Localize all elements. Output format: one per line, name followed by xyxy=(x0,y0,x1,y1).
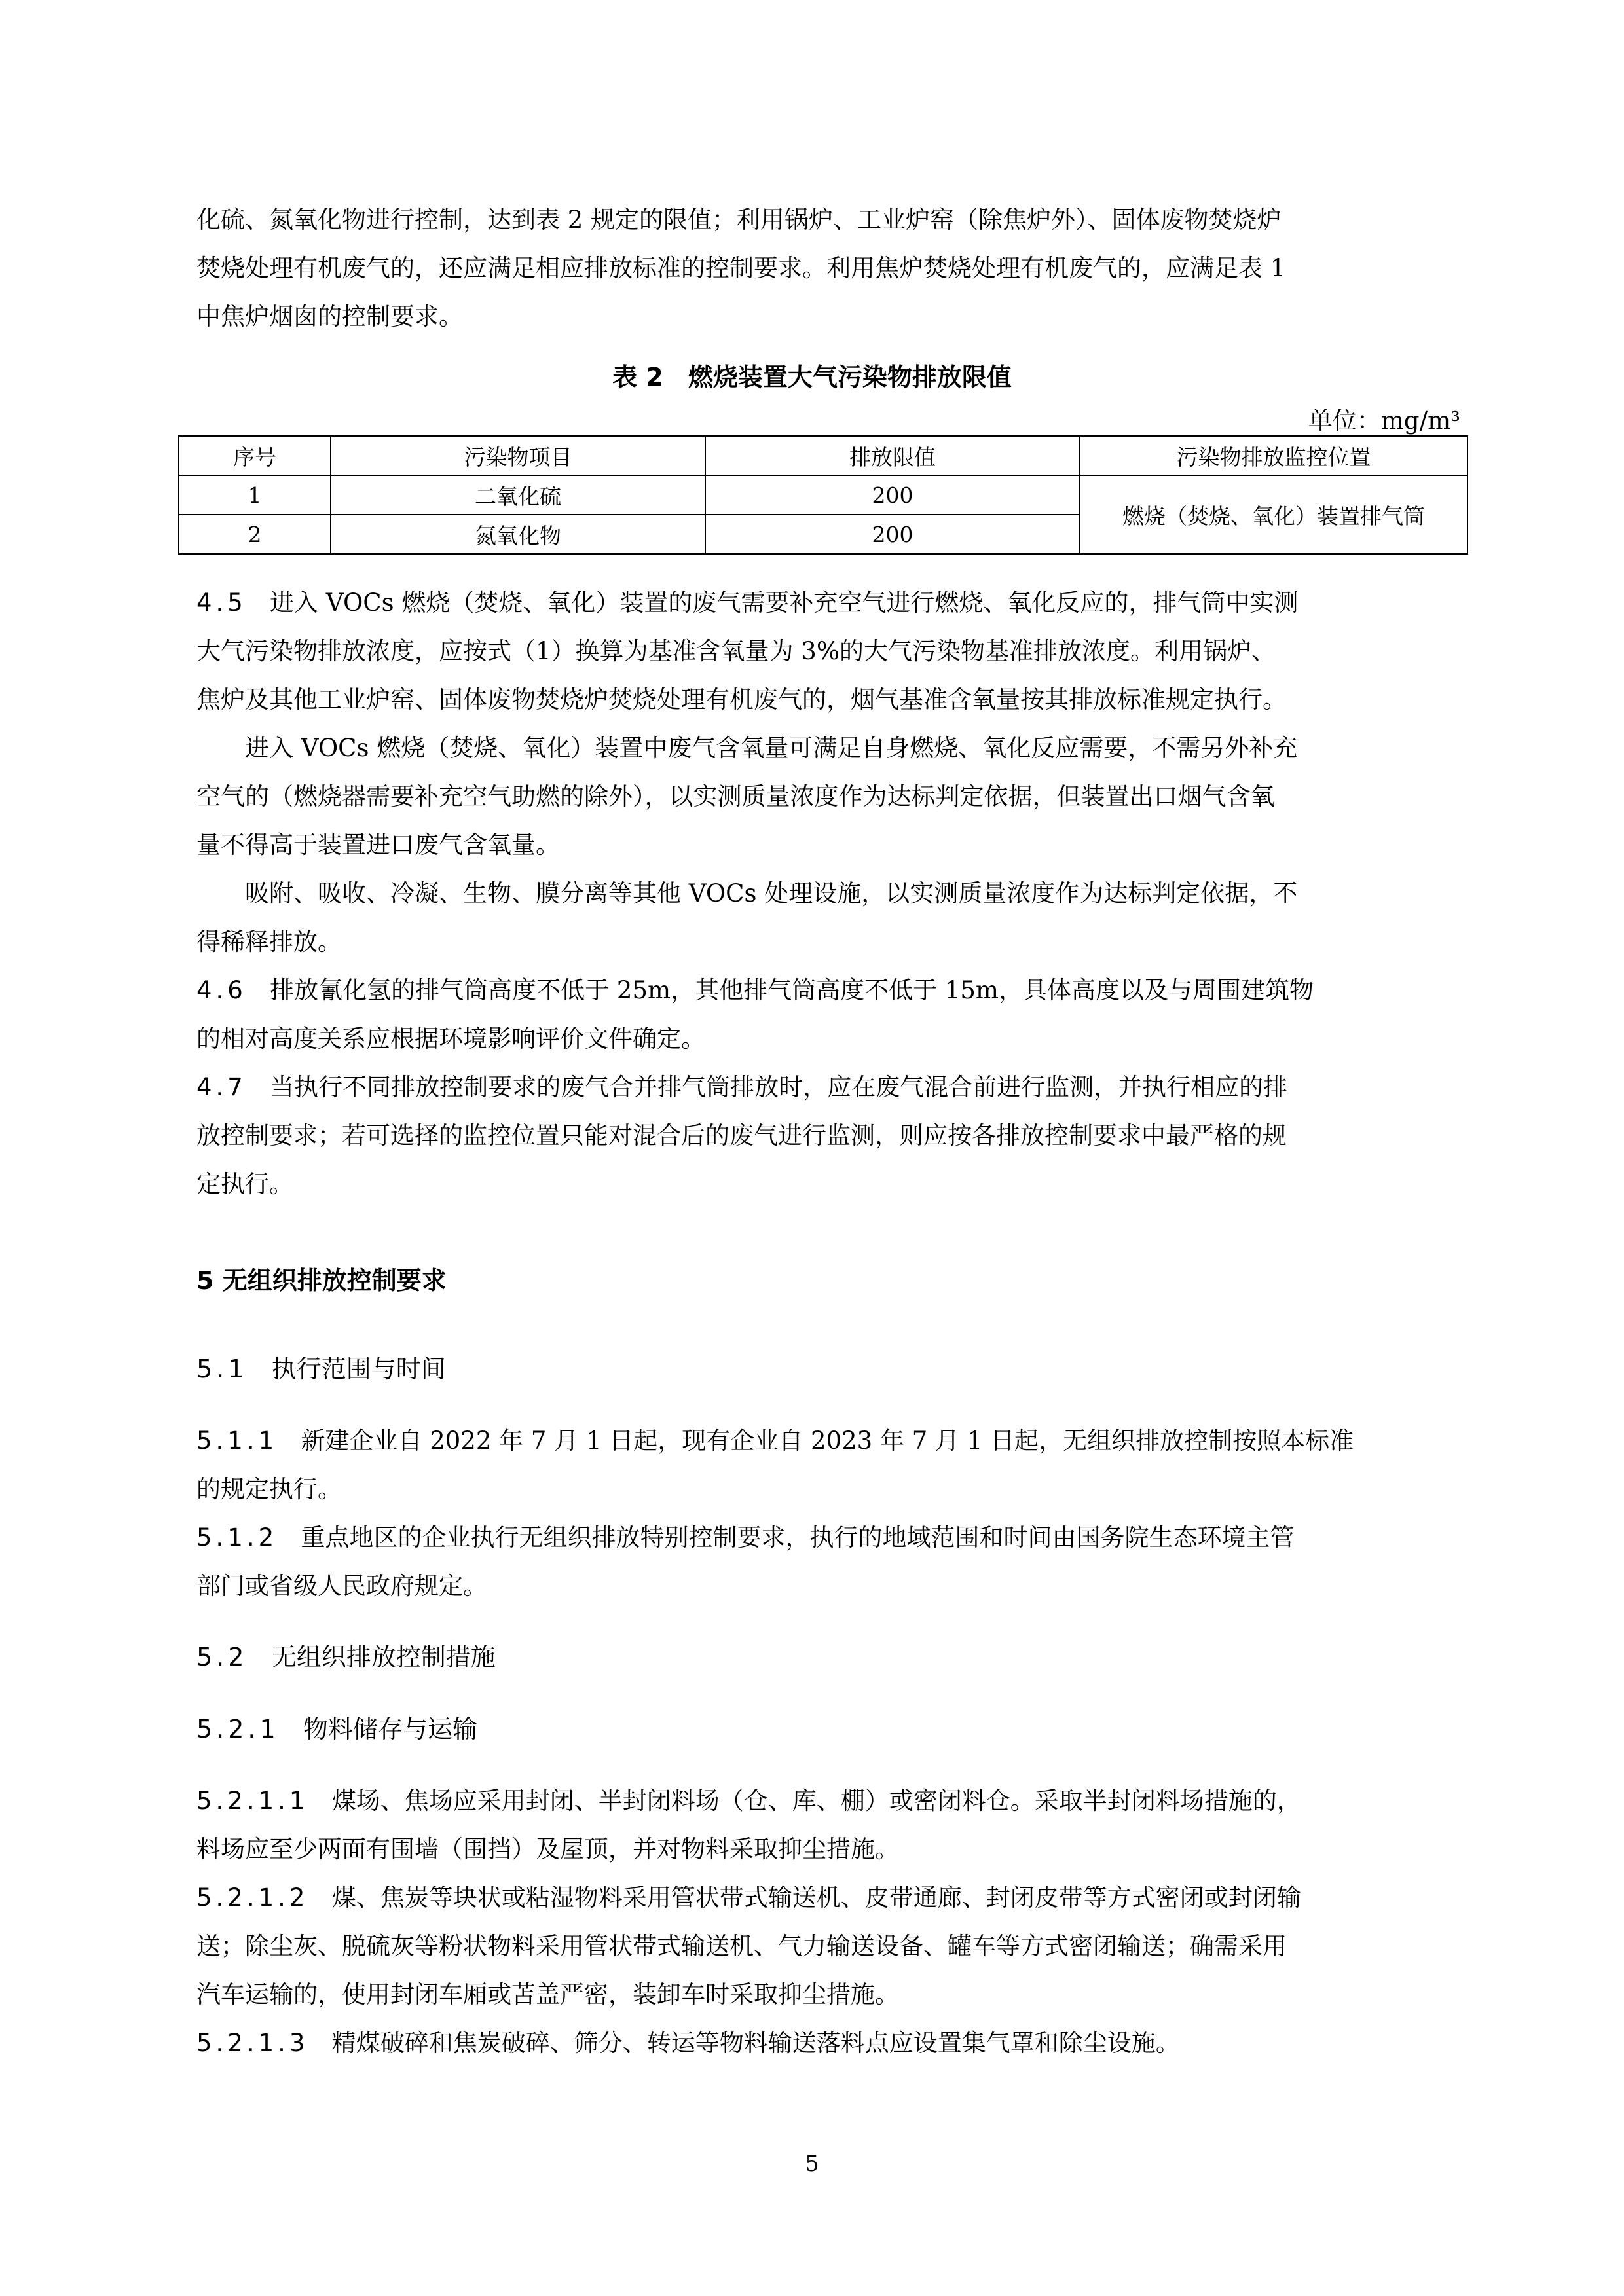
clause-line xyxy=(196,1518,1294,1553)
clause-line xyxy=(196,1067,1287,1102)
section-title: 无组织排放控制要求 xyxy=(222,1266,447,1295)
text-line: 的规定执行。 xyxy=(196,1475,342,1503)
table-row xyxy=(179,475,1467,515)
text-line: 料场应至少两面有围墙（围挡）及屋顶，并对物料采取抑尘措施。 xyxy=(196,1835,899,1863)
clause-number: 5.2.1.2 xyxy=(196,1884,309,1912)
text-line: 的相对高度关系应根据环境影响评价文件确定。 xyxy=(196,1025,705,1053)
section-number: 5.1 xyxy=(196,1355,248,1383)
text-line: 送；除尘灰、脱硫灰等粉状物料采用管状带式输送机、气力输送设备、罐车等方式密闭输送；确需采用 xyxy=(196,1932,1287,1960)
table-cell: 1 xyxy=(179,475,331,515)
text-line: 中焦炉烟囱的控制要求。 xyxy=(196,302,463,331)
text-line: 进入 VOCs 燃烧（焚烧、氧化）装置中废气含氧量可满足自身燃烧、氧化反应需要，不需另外补充 xyxy=(245,734,1298,762)
section-title: 无组织排放控制措施 xyxy=(271,1643,496,1671)
section-heading xyxy=(196,1260,447,1296)
text-line: 部门或省级人民政府规定。 xyxy=(196,1572,487,1600)
text-line: 重点地区的企业执行无组织排放特别控制要求，执行的地域范围和时间由国务院生态环境主管 xyxy=(301,1523,1295,1552)
text-line: 焦炉及其他工业炉窑、固体废物焚烧炉焚烧处理有机废气的，烟气基准含氧量按其排放标准规定执行。 xyxy=(196,685,1287,714)
table-cell: 200 xyxy=(705,475,1080,515)
table-header-row xyxy=(179,436,1467,475)
table-cell: 2 xyxy=(179,515,331,554)
text-line: 大气污染物排放浓度，应按式（1）换算为基准含氧量为 3%的大气污染物基准排放浓度。利用锅炉、 xyxy=(196,637,1276,665)
section-number: 5.2 xyxy=(196,1643,248,1671)
text-line: 当执行不同排放控制要求的废气合并排气筒排放时，应在废气混合前进行监测，并执行相应的排 xyxy=(270,1073,1288,1101)
clause-line xyxy=(196,1421,1354,1456)
text-line: 化硫、氮氧化物进行控制，达到表 2 规定的限值；利用锅炉、工业炉窑（除焦炉外）、固体废物焚烧炉 xyxy=(196,206,1282,234)
text-line: 煤、焦炭等块状或粘湿物料采用管状带式输送机、皮带通廊、封闭皮带等方式密闭或封闭输 xyxy=(331,1884,1301,1912)
table-cell: 氮氧化物 xyxy=(331,515,705,554)
section-title: 物料储存与运输 xyxy=(303,1715,477,1743)
text-line: 吸附、吸收、冷凝、生物、膜分离等其他 VOCs 处理设施，以实测质量浓度作为达标判定依据，不 xyxy=(245,879,1298,907)
table-unit: 单位：mg/m³ xyxy=(1308,407,1460,435)
text-line: 排放氰化氢的排气筒高度不低于 25m，其他排气筒高度不低于 15m，具体高度以及与周围建筑物 xyxy=(270,976,1314,1004)
table-cell-location: 燃烧（焚烧、氧化）装置排气筒 xyxy=(1080,475,1467,554)
table-caption: 表 2 燃烧装置大气污染物排放限值 xyxy=(612,363,1012,392)
text-line: 量不得高于装置进口废气含氧量。 xyxy=(196,831,560,859)
table-header-cell: 污染物排放监控位置 xyxy=(1080,436,1467,475)
text-line: 煤场、焦场应采用封闭、半封闭料场（仓、库、棚）或密闭料仓。采取半封闭料场措施的， xyxy=(331,1787,1301,1815)
table-cell: 二氧化硫 xyxy=(331,475,705,515)
section-number: 5 xyxy=(196,1266,214,1295)
clause-line xyxy=(196,1878,1301,1913)
table-header-cell: 序号 xyxy=(179,436,331,475)
clause-number: 5.1.1 xyxy=(196,1427,278,1455)
text-line: 精煤破碎和焦炭破碎、筛分、转运等物料输送落料点应设置集气罩和除尘设施。 xyxy=(331,2029,1180,2057)
clause-number: 5.2.1.3 xyxy=(196,2029,309,2057)
table-header-cell: 排放限值 xyxy=(705,436,1080,475)
emission-limits-table xyxy=(178,435,1468,555)
clause-line xyxy=(196,583,1298,618)
text-line: 空气的（燃烧器需要补充空气助燃的除外），以实测质量浓度作为达标判定依据，但装置出口烟气含氧 xyxy=(196,782,1275,811)
clause-number: 4.5 xyxy=(196,589,247,617)
table-cell: 200 xyxy=(705,515,1080,554)
text-line: 进入 VOCs 燃烧（焚烧、氧化）装置的废气需要补充空气进行燃烧、氧化反应的，排气筒中实测 xyxy=(270,589,1299,617)
text-line: 得稀释排放。 xyxy=(196,928,342,956)
clause-line xyxy=(196,970,1314,1006)
clause-number: 5.2.1.1 xyxy=(196,1787,309,1815)
section-title: 执行范围与时间 xyxy=(271,1355,446,1383)
section-number: 5.2.1 xyxy=(196,1715,280,1743)
clause-number: 4.7 xyxy=(196,1073,247,1101)
text-line: 汽车运输的，使用封闭车厢或苫盖严密，装卸车时采取抑尘措施。 xyxy=(196,1980,899,2009)
clause-line xyxy=(196,2023,1180,2058)
table-header-cell: 污染物项目 xyxy=(331,436,705,475)
subsection-heading xyxy=(196,1349,446,1385)
clause-number: 5.1.2 xyxy=(196,1523,278,1552)
text-line: 定执行。 xyxy=(196,1170,293,1198)
page-number: 5 xyxy=(805,2151,819,2177)
text-line: 放控制要求；若可选择的监控位置只能对混合后的废气进行监测，则应按各排放控制要求中最严格的规 xyxy=(196,1121,1287,1150)
clause-number: 4.6 xyxy=(196,976,247,1004)
text-line: 焚烧处理有机废气的，还应满足相应排放标准的控制要求。利用焦炉焚烧处理有机废气的，应满足表 1 xyxy=(196,254,1286,282)
subsection-heading xyxy=(196,1637,496,1673)
clause-line xyxy=(196,1781,1301,1816)
subsection-heading xyxy=(196,1709,477,1745)
text-line: 新建企业自 2022 年 7 月 1 日起，现有企业自 2023 年 7 月 1 日起，无组织排放控制按照本标准 xyxy=(301,1427,1354,1455)
